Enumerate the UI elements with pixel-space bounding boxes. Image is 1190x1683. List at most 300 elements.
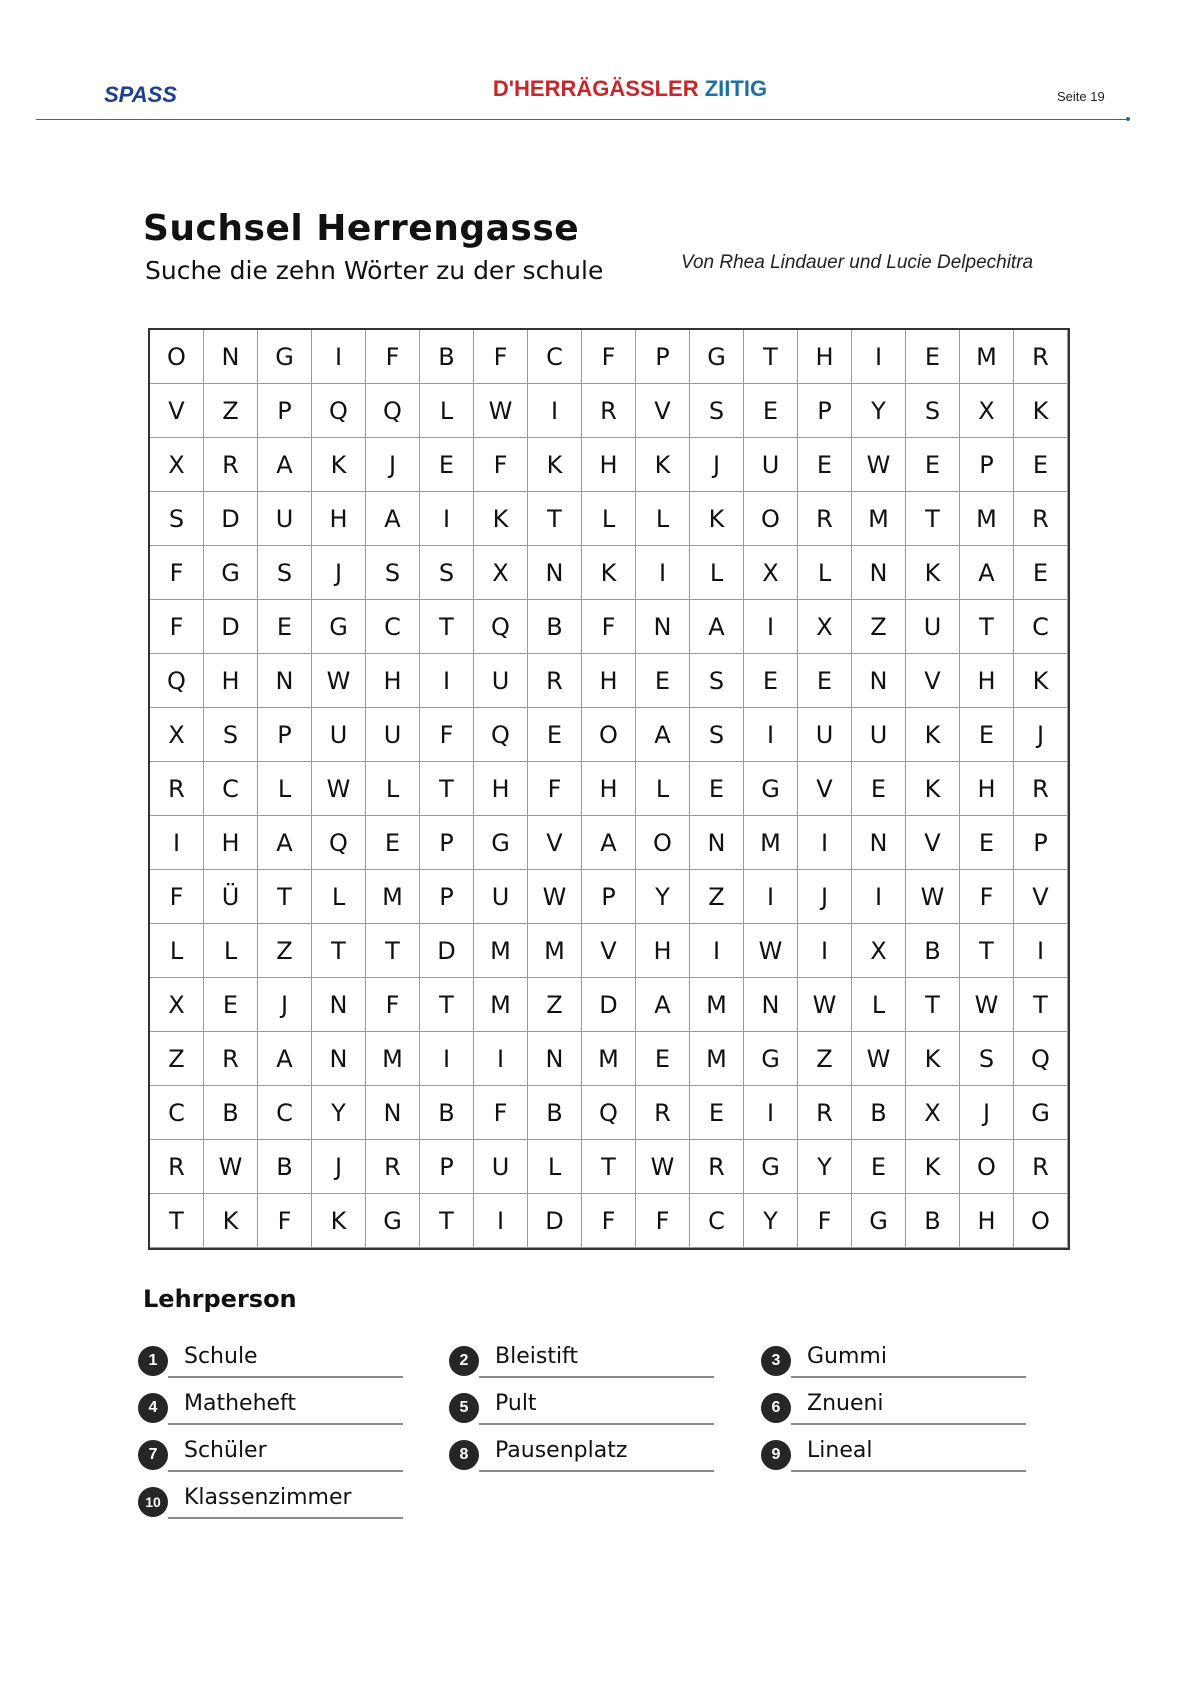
grid-cell: N: [636, 600, 690, 654]
grid-cell: Q: [474, 708, 528, 762]
grid-cell: Q: [312, 816, 366, 870]
word-label: Pult: [495, 1391, 537, 1416]
newspaper-title-part1: D'HERRÄGÄSSLER: [492, 76, 699, 101]
grid-cell: X: [474, 546, 528, 600]
grid-cell: G: [744, 1032, 798, 1086]
grid-cell: A: [582, 816, 636, 870]
grid-cell: Z: [852, 600, 906, 654]
grid-cell: F: [366, 978, 420, 1032]
grid-cell: I: [798, 816, 852, 870]
grid-cell: B: [906, 1194, 960, 1248]
grid-cell: S: [960, 1032, 1014, 1086]
grid-cell: U: [852, 708, 906, 762]
grid-cell: F: [798, 1194, 852, 1248]
word-item: [761, 1387, 1026, 1427]
word-item: [761, 1434, 1026, 1474]
grid-cell: S: [420, 546, 474, 600]
grid-cell: C: [204, 762, 258, 816]
grid-cell: F: [582, 330, 636, 384]
grid-cell: L: [636, 762, 690, 816]
grid-cell: F: [582, 1194, 636, 1248]
grid-cell: P: [258, 384, 312, 438]
word-item: [138, 1387, 403, 1427]
grid-cell: D: [528, 1194, 582, 1248]
grid-cell: E: [1014, 546, 1068, 600]
grid-cell: G: [366, 1194, 420, 1248]
grid-cell: J: [798, 870, 852, 924]
grid-cell: R: [1014, 1140, 1068, 1194]
grid-cell: K: [1014, 384, 1068, 438]
word-item: [449, 1340, 714, 1380]
grid-cell: M: [366, 1032, 420, 1086]
grid-cell: B: [852, 1086, 906, 1140]
grid-cell: Q: [474, 600, 528, 654]
grid-cell: G: [258, 330, 312, 384]
grid-cell: L: [636, 492, 690, 546]
newspaper-title-part2: ZIITIG: [698, 76, 768, 101]
grid-cell: R: [1014, 330, 1068, 384]
word-underline: [791, 1376, 1026, 1378]
grid-cell: K: [312, 1194, 366, 1248]
grid-cell: M: [960, 330, 1014, 384]
grid-cell: Z: [798, 1032, 852, 1086]
grid-cell: I: [798, 924, 852, 978]
grid-cell: K: [906, 708, 960, 762]
grid-cell: R: [150, 1140, 204, 1194]
header-divider: [36, 119, 1128, 120]
grid-cell: B: [258, 1140, 312, 1194]
grid-cell: Q: [150, 654, 204, 708]
grid-cell: T: [960, 924, 1014, 978]
grid-cell: X: [150, 708, 204, 762]
grid-cell: L: [420, 384, 474, 438]
grid-cell: L: [690, 546, 744, 600]
grid-cell: F: [150, 870, 204, 924]
grid-cell: M: [582, 1032, 636, 1086]
word-underline: [791, 1470, 1026, 1472]
word-underline: [168, 1470, 403, 1472]
grid-cell: R: [204, 1032, 258, 1086]
grid-cell: K: [528, 438, 582, 492]
grid-cell: S: [150, 492, 204, 546]
grid-cell: B: [204, 1086, 258, 1140]
grid-cell: M: [744, 816, 798, 870]
grid-cell: U: [906, 600, 960, 654]
grid-cell: L: [528, 1140, 582, 1194]
grid-cell: M: [852, 492, 906, 546]
grid-cell: F: [528, 762, 582, 816]
grid-cell: G: [204, 546, 258, 600]
grid-cell: J: [366, 438, 420, 492]
grid-cell: U: [474, 654, 528, 708]
word-item: [449, 1434, 714, 1474]
section-label: SPASS: [104, 82, 177, 107]
grid-cell: R: [1014, 762, 1068, 816]
grid-cell: H: [366, 654, 420, 708]
word-item: [138, 1434, 403, 1474]
grid-cell: N: [258, 654, 312, 708]
grid-cell: K: [906, 1032, 960, 1086]
word-label: Znueni: [807, 1391, 884, 1416]
grid-cell: K: [582, 546, 636, 600]
grid-cell: E: [528, 708, 582, 762]
grid-cell: H: [960, 1194, 1014, 1248]
word-label: Schüler: [184, 1438, 267, 1463]
grid-cell: O: [1014, 1194, 1068, 1248]
grid-cell: V: [528, 816, 582, 870]
grid-cell: I: [744, 1086, 798, 1140]
grid-cell: Q: [582, 1086, 636, 1140]
grid-cell: H: [960, 654, 1014, 708]
grid-cell: N: [852, 654, 906, 708]
grid-cell: T: [420, 762, 474, 816]
grid-cell: U: [744, 438, 798, 492]
grid-cell: F: [474, 330, 528, 384]
grid-cell: C: [528, 330, 582, 384]
grid-cell: N: [852, 546, 906, 600]
grid-cell: F: [474, 438, 528, 492]
grid-cell: F: [150, 546, 204, 600]
grid-cell: N: [528, 546, 582, 600]
grid-cell: D: [420, 924, 474, 978]
grid-cell: J: [312, 546, 366, 600]
grid-cell: M: [528, 924, 582, 978]
grid-cell: I: [474, 1032, 528, 1086]
grid-cell: P: [420, 870, 474, 924]
grid-cell: Q: [366, 384, 420, 438]
grid-cell: R: [528, 654, 582, 708]
grid-cell: D: [204, 600, 258, 654]
grid-cell: F: [960, 870, 1014, 924]
grid-cell: W: [960, 978, 1014, 1032]
grid-cell: E: [366, 816, 420, 870]
grid-cell: A: [366, 492, 420, 546]
grid-cell: R: [636, 1086, 690, 1140]
grid-cell: G: [744, 762, 798, 816]
header-divider-dot: [1126, 117, 1130, 121]
grid-cell: U: [474, 870, 528, 924]
grid-cell: J: [1014, 708, 1068, 762]
grid-cell: I: [1014, 924, 1068, 978]
grid-cell: H: [582, 762, 636, 816]
grid-cell: V: [582, 924, 636, 978]
grid-cell: N: [312, 978, 366, 1032]
grid-cell: E: [744, 384, 798, 438]
grid-cell: V: [636, 384, 690, 438]
number-badge: 3: [761, 1346, 791, 1376]
grid-cell: D: [204, 492, 258, 546]
grid-cell: A: [636, 978, 690, 1032]
grid-cell: A: [258, 816, 312, 870]
grid-cell: V: [906, 654, 960, 708]
grid-cell: H: [582, 438, 636, 492]
puzzle-subtitle: Suche die zehn Wörter zu der schule: [145, 256, 604, 285]
grid-cell: V: [150, 384, 204, 438]
grid-cell: W: [852, 438, 906, 492]
grid-cell: L: [798, 546, 852, 600]
grid-cell: F: [474, 1086, 528, 1140]
grid-cell: Y: [636, 870, 690, 924]
grid-cell: I: [420, 492, 474, 546]
word-underline: [479, 1376, 714, 1378]
grid-cell: T: [582, 1140, 636, 1194]
grid-cell: T: [420, 600, 474, 654]
grid-cell: S: [690, 654, 744, 708]
grid-cell: I: [474, 1194, 528, 1248]
grid-cell: T: [420, 1194, 474, 1248]
grid-cell: U: [366, 708, 420, 762]
grid-cell: T: [1014, 978, 1068, 1032]
grid-cell: C: [366, 600, 420, 654]
grid-cell: R: [1014, 492, 1068, 546]
grid-cell: W: [744, 924, 798, 978]
grid-cell: E: [690, 1086, 744, 1140]
grid-cell: I: [852, 330, 906, 384]
grid-cell: E: [798, 438, 852, 492]
grid-cell: L: [366, 762, 420, 816]
grid-cell: O: [960, 1140, 1014, 1194]
grid-cell: Y: [852, 384, 906, 438]
grid-cell: H: [474, 762, 528, 816]
grid-cell: R: [150, 762, 204, 816]
word-underline: [168, 1376, 403, 1378]
grid-cell: E: [960, 708, 1014, 762]
grid-cell: U: [258, 492, 312, 546]
number-badge: 9: [761, 1440, 791, 1470]
grid-cell: R: [582, 384, 636, 438]
grid-cell: P: [960, 438, 1014, 492]
grid-cell: K: [906, 762, 960, 816]
grid-cell: Z: [204, 384, 258, 438]
grid-cell: W: [852, 1032, 906, 1086]
grid-cell: R: [798, 1086, 852, 1140]
grid-cell: M: [474, 978, 528, 1032]
grid-cell: K: [204, 1194, 258, 1248]
grid-cell: T: [528, 492, 582, 546]
grid-cell: P: [636, 330, 690, 384]
grid-cell: A: [960, 546, 1014, 600]
grid-cell: G: [852, 1194, 906, 1248]
grid-cell: X: [960, 384, 1014, 438]
number-badge: 6: [761, 1393, 791, 1423]
word-label: Lineal: [807, 1438, 873, 1463]
grid-cell: E: [906, 330, 960, 384]
grid-cell: L: [312, 870, 366, 924]
grid-cell: P: [420, 816, 474, 870]
grid-cell: E: [906, 438, 960, 492]
grid-cell: X: [798, 600, 852, 654]
number-badge: 8: [449, 1440, 479, 1470]
grid-cell: F: [366, 330, 420, 384]
grid-cell: S: [690, 708, 744, 762]
grid-cell: K: [906, 1140, 960, 1194]
grid-cell: I: [528, 384, 582, 438]
grid-cell: X: [852, 924, 906, 978]
grid-cell: G: [744, 1140, 798, 1194]
number-badge: 1: [138, 1346, 168, 1376]
grid-cell: W: [312, 762, 366, 816]
grid-cell: J: [312, 1140, 366, 1194]
grid-cell: C: [1014, 600, 1068, 654]
grid-cell: W: [798, 978, 852, 1032]
word-label: Matheheft: [184, 1391, 297, 1416]
grid-cell: O: [582, 708, 636, 762]
grid-cell: F: [258, 1194, 312, 1248]
word-label: Schule: [184, 1344, 258, 1369]
grid-cell: L: [204, 924, 258, 978]
grid-cell: Z: [528, 978, 582, 1032]
page-number: Seite 19: [1057, 89, 1105, 104]
grid-cell: Z: [690, 870, 744, 924]
grid-cell: T: [258, 870, 312, 924]
grid-cell: B: [906, 924, 960, 978]
word-label: Klassenzimmer: [184, 1485, 352, 1510]
grid-cell: K: [474, 492, 528, 546]
grid-cell: P: [798, 384, 852, 438]
word-search-grid: [148, 328, 1070, 1250]
grid-cell: B: [528, 1086, 582, 1140]
grid-cell: G: [1014, 1086, 1068, 1140]
grid-cell: H: [582, 654, 636, 708]
grid-cell: H: [204, 654, 258, 708]
grid-cell: V: [798, 762, 852, 816]
grid-cell: W: [474, 384, 528, 438]
grid-cell: P: [258, 708, 312, 762]
newspaper-title: [0, 76, 1190, 102]
grid-cell: E: [420, 438, 474, 492]
grid-cell: N: [204, 330, 258, 384]
grid-cell: S: [906, 384, 960, 438]
grid-cell: T: [960, 600, 1014, 654]
grid-cell: E: [636, 654, 690, 708]
puzzle-authors: Von Rhea Lindauer und Lucie Delpechitra: [681, 252, 1034, 273]
grid-cell: J: [258, 978, 312, 1032]
grid-cell: M: [690, 978, 744, 1032]
grid-cell: K: [1014, 654, 1068, 708]
grid-cell: P: [1014, 816, 1068, 870]
grid-cell: C: [150, 1086, 204, 1140]
grid-cell: W: [906, 870, 960, 924]
grid-cell: Y: [744, 1194, 798, 1248]
grid-cell: U: [312, 708, 366, 762]
grid-cell: F: [420, 708, 474, 762]
grid-cell: O: [744, 492, 798, 546]
word-underline: [168, 1517, 403, 1519]
word-item: [761, 1340, 1026, 1380]
grid-cell: H: [636, 924, 690, 978]
grid-cell: N: [366, 1086, 420, 1140]
grid-cell: O: [150, 330, 204, 384]
grid-cell: O: [636, 816, 690, 870]
wordlist-title: Lehrperson: [143, 1285, 297, 1313]
grid-cell: N: [528, 1032, 582, 1086]
grid-cell: S: [258, 546, 312, 600]
grid-cell: V: [1014, 870, 1068, 924]
word-label: Pausenplatz: [495, 1438, 628, 1463]
grid-cell: B: [420, 1086, 474, 1140]
grid-cell: E: [636, 1032, 690, 1086]
word-underline: [791, 1423, 1026, 1425]
grid-cell: I: [420, 1032, 474, 1086]
number-badge: 2: [449, 1346, 479, 1376]
grid-cell: J: [690, 438, 744, 492]
grid-cell: N: [852, 816, 906, 870]
grid-cell: U: [798, 708, 852, 762]
grid-cell: C: [690, 1194, 744, 1248]
number-badge: 10: [138, 1487, 168, 1517]
grid-cell: I: [150, 816, 204, 870]
grid-cell: B: [420, 330, 474, 384]
grid-cell: I: [420, 654, 474, 708]
grid-cell: F: [636, 1194, 690, 1248]
grid-cell: L: [258, 762, 312, 816]
grid-cell: U: [474, 1140, 528, 1194]
grid-cell: E: [690, 762, 744, 816]
grid-cell: S: [366, 546, 420, 600]
number-badge: 5: [449, 1393, 479, 1423]
grid-cell: E: [852, 762, 906, 816]
word-label: Bleistift: [495, 1344, 579, 1369]
grid-cell: R: [204, 438, 258, 492]
grid-cell: I: [690, 924, 744, 978]
grid-cell: W: [528, 870, 582, 924]
grid-cell: P: [582, 870, 636, 924]
grid-cell: M: [474, 924, 528, 978]
grid-cell: T: [312, 924, 366, 978]
grid-cell: A: [690, 600, 744, 654]
grid-cell: K: [906, 546, 960, 600]
grid-cell: N: [744, 978, 798, 1032]
grid-cell: G: [690, 330, 744, 384]
grid-cell: T: [366, 924, 420, 978]
grid-cell: V: [906, 816, 960, 870]
grid-cell: L: [852, 978, 906, 1032]
word-item: [138, 1340, 403, 1380]
grid-cell: M: [366, 870, 420, 924]
grid-cell: I: [852, 870, 906, 924]
grid-cell: A: [258, 1032, 312, 1086]
grid-cell: E: [1014, 438, 1068, 492]
word-item: [449, 1387, 714, 1427]
grid-cell: I: [744, 600, 798, 654]
grid-cell: Z: [258, 924, 312, 978]
grid-cell: I: [312, 330, 366, 384]
grid-cell: C: [258, 1086, 312, 1140]
grid-cell: E: [798, 654, 852, 708]
grid-cell: W: [636, 1140, 690, 1194]
grid-cell: H: [960, 762, 1014, 816]
grid-cell: G: [474, 816, 528, 870]
grid-cell: Z: [150, 1032, 204, 1086]
grid-cell: T: [420, 978, 474, 1032]
grid-cell: H: [204, 816, 258, 870]
grid-cell: T: [744, 330, 798, 384]
grid-cell: K: [312, 438, 366, 492]
grid-cell: I: [636, 546, 690, 600]
grid-cell: N: [312, 1032, 366, 1086]
grid-cell: Q: [1014, 1032, 1068, 1086]
grid-cell: T: [906, 492, 960, 546]
word-underline: [168, 1423, 403, 1425]
grid-cell: X: [150, 438, 204, 492]
grid-cell: M: [690, 1032, 744, 1086]
grid-cell: H: [798, 330, 852, 384]
grid-cell: P: [420, 1140, 474, 1194]
grid-cell: R: [366, 1140, 420, 1194]
word-label: Gummi: [807, 1344, 887, 1369]
grid-cell: X: [906, 1086, 960, 1140]
grid-cell: S: [690, 384, 744, 438]
